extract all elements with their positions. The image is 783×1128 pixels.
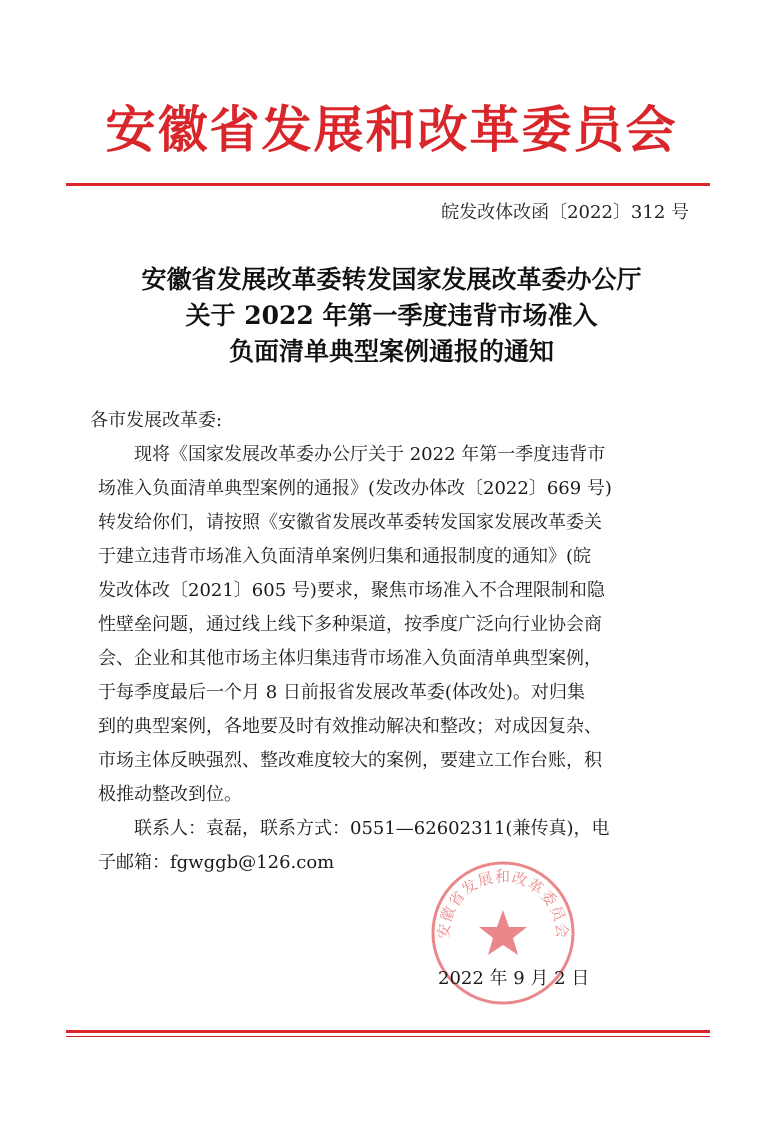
para1-line: 市场主体反映强烈、整改难度较大的案例，要建立工作台账，积 [98,750,602,771]
para2-line: 子邮箱：fgwggb@126.com [98,852,335,873]
title-line-1: 安徽省发展改革委转发国家发展改革委办公厅 [141,265,642,294]
document-body [90,404,698,880]
para1-line: 于建立违背市场准入负面清单案例归集和通报制度的通知》(皖 [98,546,592,567]
para2-line: 联系人：袁磊，联系方式：0551—62602311(兼传真)，电 [134,818,610,839]
para1-line: 发改体改〔2021〕605 号)要求，聚焦市场准入不合理限制和隐 [98,580,605,601]
letterhead-org-name: 安徽省发展和改革委员会 [105,100,678,159]
footer-rule-thin [66,1036,710,1037]
issue-date: 2022 年 9 月 2 日 [438,968,590,989]
letterhead-rule-top [66,183,710,186]
document-title [60,262,723,370]
para1-line: 极推动整改到位。 [98,784,242,805]
footer-rule-thick [66,1030,710,1033]
para1-line: 性壁垒问题，通过线上线下多种渠道，按季度广泛向行业协会商 [98,614,602,635]
title-line-3: 负面清单典型案例通报的通知 [228,337,554,366]
para1-line: 场准入负面清单典型案例的通报》(发改办体改〔2022〕669 号) [98,478,612,499]
document-number: 皖发改体改函〔2022〕312 号 [441,202,689,223]
title-line-2: 关于 2022 年第一季度违背市场准入 [185,301,598,330]
para1-line: 到的典型案例，各地要及时有效推动解决和整改；对成因复杂、 [98,716,602,737]
para1-line: 于每季度最后一个月 8 日前报省发展改革委(体改处)。对归集 [98,682,585,703]
para1-line: 会、企业和其他市场主体归集违背市场准入负面清单典型案例， [98,648,602,669]
salutation: 各市发展改革委: [90,410,223,431]
para1-line: 转发给你们，请按照《安徽省发展改革委转发国家发展改革委关 [98,512,602,533]
para1-line: 现将《国家发展改革委办公厅关于 2022 年第一季度违背市 [134,444,606,465]
seal-text: 安徽省发展和改革委员会 [434,867,572,940]
